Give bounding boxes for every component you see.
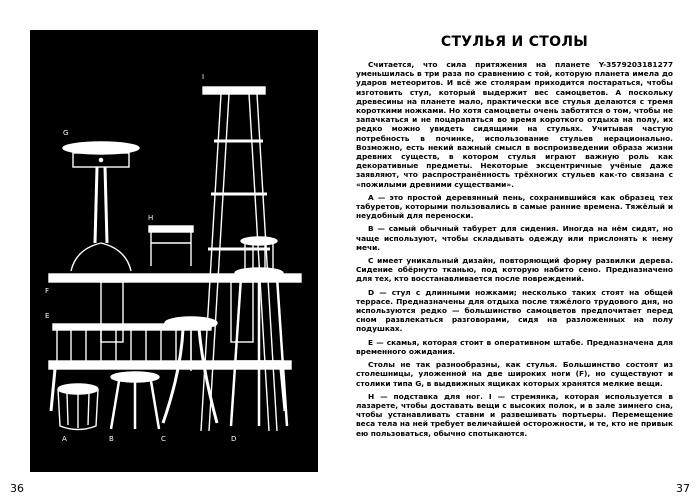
paragraph-tables: Столы не так разнообразны, как стулья. Большинство состоят из столешницы, уложенной на две широких ноги (F), но существуют и столики типа G, в выдвижных ящиках которых хранятся мелкие вещи. [356, 360, 673, 388]
label-h: H [148, 214, 154, 222]
paragraph-b: B — самый обычный табурет для сидения. Иногда на нём сидят, но чаще используют, чтобы складывать одежду или прислонять к нему мечи. [356, 224, 673, 252]
left-page-number: 36 [10, 482, 24, 495]
paragraph-h-i: H — подставка для ног. I — стремянка, которая используется в лазарете, чтобы доставать вещи с высоких полок, и в зале зимнего сна, чтобы устанавливать ставни и развешивать портьеры. Перемещение веса тела на ней требует величайшей осторожности, и те, кто не привык ею пользоваться, обычно спотыкаются. [356, 391, 673, 438]
side-table-drawing [63, 142, 139, 271]
paragraph-c: C имеет уникальный дизайн, повторяющий форму развилки дерева. Сидение обёрнуто тканью, под которую набито сено. Предназначено для тех, кто восстанавливается после повреждений. [356, 256, 673, 284]
label-g: G [63, 129, 69, 137]
furniture-illustration [30, 30, 318, 472]
label-f: F [45, 287, 50, 295]
paragraph-d: D — стул с длинными ножками; несколько таких стоят на общей террасе. Предназначены для отдыха после тяжёлого трудового дня, но используются редко — большинство самоцветов предпочитает перед сном развлекаться разговорами, сидя на разложенных на полу подушках. [356, 287, 673, 334]
furniture-drawing [31, 31, 317, 471]
footstool-drawing [149, 226, 193, 266]
paragraph-a: A — это простой деревянный пень, сохранившийся как образец тех табуретов, которыми пользовались в самые ранние времена. Тяжёлый и неудобный для переноски. [356, 192, 673, 221]
label-b: B [109, 435, 114, 443]
simple-stool-drawing [111, 372, 159, 429]
stump-drawing [58, 384, 98, 430]
right-page-number: 37 [676, 482, 690, 495]
forked-stool-drawing [163, 317, 217, 423]
label-i: I [202, 73, 205, 81]
label-e: E [45, 312, 50, 320]
article [356, 34, 673, 442]
article-title: СТУЛЬЯ И СТОЛЫ [440, 34, 589, 50]
label-c: C [161, 435, 166, 443]
label-a: A [62, 435, 67, 443]
paragraph-e: E — скамья, которая стоит в оперативном штабе. Предназначена для временного ожидания. [356, 337, 673, 356]
label-d: D [231, 435, 237, 443]
intro-paragraph: Считается, что сила притяжения на планете Y-3579203181277 уменьшилась в три раза по сравнению с той, которую планета имела до ударов метеоритов. И всё же столярам приходится постараться, чтобы изготовить стул, который выдержит вес самоцветов. А поскольку древесины на планете мало, практически все стулья делаются с тремя короткими ножками. Но хотя самоцветы очень заботятся о том, чтобы не запачкаться и не поцарапаться во время короткого отдыха на полу, их редко можно увидеть сидящими на стульях. Учитывая частую потребность в починке, использование стульев нерационально. Возможно, есть некий важный смысл в воспроизведении образа жизни древних существ, в котором стулья играют важную роль как декоративные предметы. Некоторые эксцентричные учёные даже заявляют, что распространённость трёхногих стульев как-то связана с «пожилыми древними существами». [356, 60, 673, 189]
